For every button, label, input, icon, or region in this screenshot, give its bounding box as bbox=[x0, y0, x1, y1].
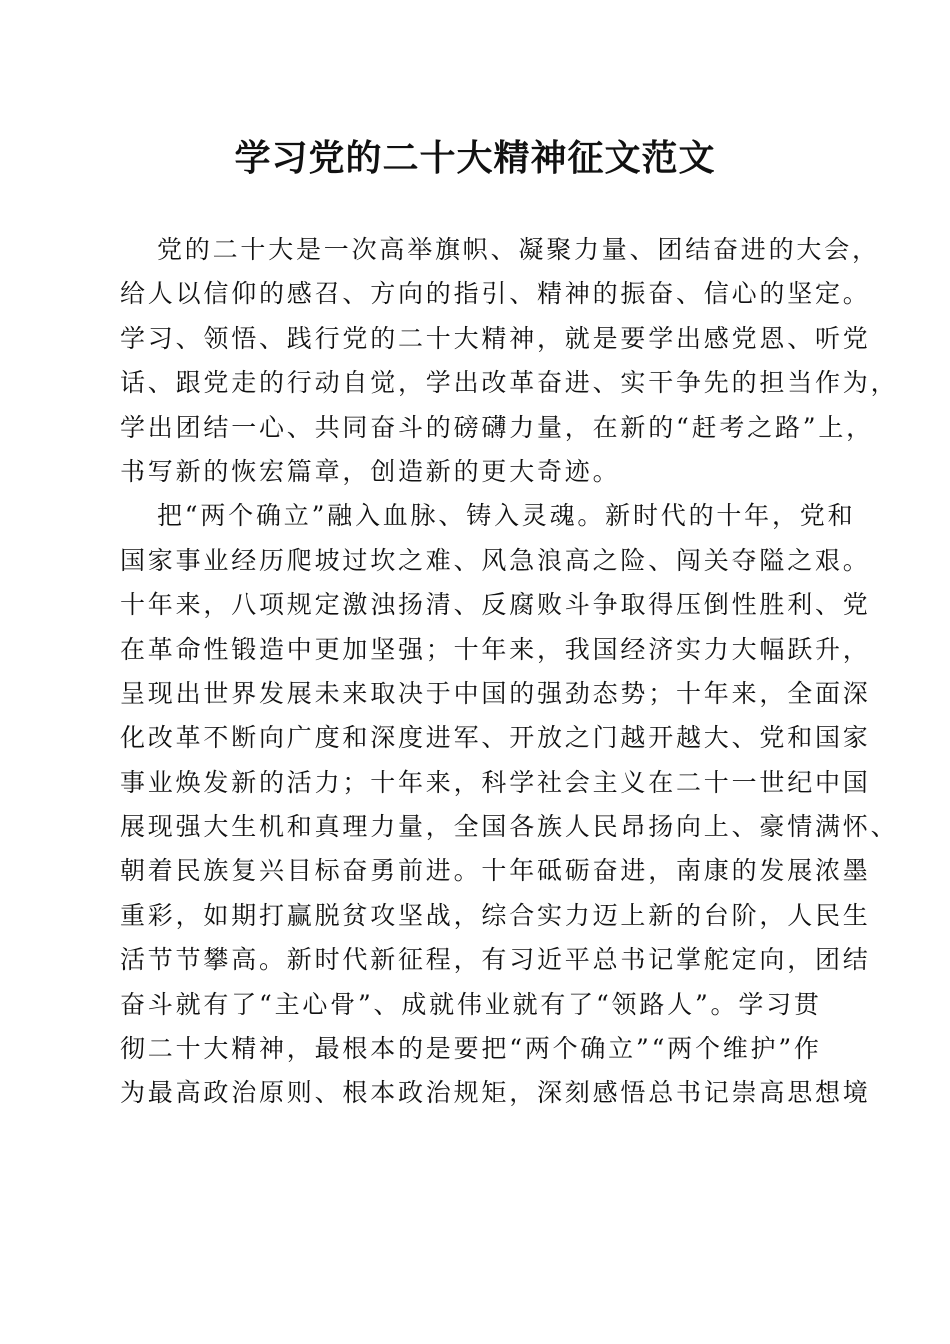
text-line: 十年来，八项规定激浊扬清、反腐败斗争取得压倒性胜利、党 bbox=[120, 590, 871, 620]
text-line: 朝着民族复兴目标奋勇前进。十年砥砺奋进，南康的发展浓墨 bbox=[120, 856, 871, 886]
document-title: 学习党的二十大精神征文范文 bbox=[234, 138, 716, 179]
paragraph bbox=[120, 228, 899, 494]
text-line: 把“两个确立”融入血脉、铸入灵魂。新时代的十年，党和 bbox=[157, 501, 856, 531]
text-line: 化改革不断向广度和深度进军、开放之门越开越大、党和国家 bbox=[120, 723, 871, 753]
text-line: 奋斗就有了“主心骨”、成就伟业就有了“领路人”。学习贯 bbox=[120, 989, 822, 1019]
text-line: 给人以信仰的感召、方向的指引、精神的振奋、信心的坚定。 bbox=[120, 279, 871, 309]
text-line: 活节节攀高。新时代新征程，有习近平总书记掌舵定向，团结 bbox=[120, 945, 871, 975]
text-line: 学出团结一心、共同奋斗的磅礴力量，在新的“赶考之路”上， bbox=[120, 412, 874, 442]
text-line: 书写新的恢宏篇章，创造新的更大奇迹。 bbox=[120, 456, 621, 486]
text-line: 党的二十大是一次高举旗帜、凝聚力量、团结奋进的大会， bbox=[157, 235, 880, 264]
document-body bbox=[120, 228, 899, 1116]
text-line: 彻二十大精神，最根本的是要把“两个确立”“两个维护”作 bbox=[120, 1034, 822, 1064]
paragraph bbox=[120, 494, 899, 1115]
text-line: 学习、领悟、践行党的二十大精神，就是要学出感党恩、听党 bbox=[120, 323, 871, 353]
text-line: 在革命性锻造中更加坚强；十年来，我国经济实力大幅跃升， bbox=[120, 634, 871, 664]
text-line: 话、跟党走的行动自觉，学出改革奋进、实干争先的担当作为， bbox=[120, 368, 899, 398]
text-line: 事业焕发新的活力；十年来，科学社会主义在二十一世纪中国 bbox=[120, 767, 871, 797]
text-line: 展现强大生机和真理力量，全国各族人民昂扬向上、豪情满怀、 bbox=[120, 812, 899, 842]
text-line: 国家事业经历爬坡过坎之难、风急浪高之险、闯关夺隘之艰。 bbox=[120, 545, 871, 575]
text-line: 重彩，如期打赢脱贫攻坚战，综合实力迈上新的台阶，人民生 bbox=[120, 900, 871, 930]
text-line: 呈现出世界发展未来取决于中国的强劲态势；十年来，全面深 bbox=[120, 678, 871, 708]
text-line: 为最高政治原则、根本政治规矩，深刻感悟总书记崇高思想境 bbox=[120, 1078, 871, 1108]
